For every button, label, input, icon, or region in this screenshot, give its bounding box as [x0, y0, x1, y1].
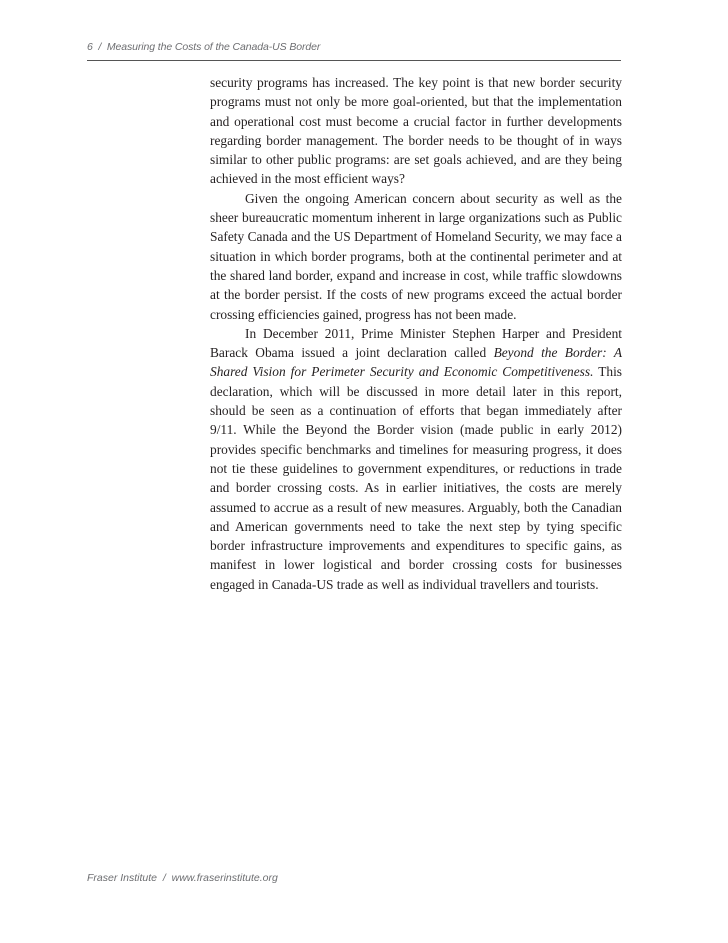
- paragraph: [210, 324, 622, 594]
- paragraph-text: This declaration, which will be discussed in more detail later in this report, should be seen as a continuation of efforts that began immediately after 9/11. While the Beyond the Border vision (made public in early 2012) provides specific benchmarks and timelines for measuring progress, it does not tie these guidelines to government expenditures, or reductions in trade and border crossing costs. As in earlier initiatives, the costs are merely assumed to accrue as a result of new measures. Arguably, both the Canadian and American governments need to take the next step by tying specific border infrastructure improvements and expenditures to specific gains, as manifest in lower logistical and border crossing costs for businesses engaged in Canada-US trade as well as individual travellers and tourists.: [210, 364, 622, 592]
- paragraph: Given the ongoing American concern about security as well as the sheer bureaucratic momentum inherent in large organizations such as Public Safety Canada and the US Department of Homeland Security, we may face a situation in which border programs, both at the continental perimeter and at the shared land border, expand and increase in cost, while traffic slowdowns at the border persist. If the costs of new programs exceed the actual border crossing efficiencies gained, progress has not been made.: [210, 190, 622, 322]
- header-separator: /: [98, 41, 102, 53]
- header-rule: [87, 60, 621, 61]
- paragraph: security programs has increased. The key point is that new border security programs must not only be more goal-oriented, but that the implementation and operational cost must become a crucial factor in further developments regarding border management. The border needs to be thought of in ways similar to other public programs: are set goals achieved, and are they being achieved in the most efficient ways?: [210, 75, 622, 187]
- page-number: 6: [87, 41, 93, 53]
- publication-title: Measuring the Costs of the Canada-US Border: [106, 41, 321, 53]
- body-text: [210, 73, 622, 594]
- page-footer: [87, 872, 278, 884]
- document-title: Beyond the Border: A Shared Vision for Perimeter Security and Economic Competitiveness.: [210, 345, 623, 380]
- website-link[interactable]: www.fraserinstitute.org: [171, 872, 278, 884]
- footer-separator: /: [162, 872, 166, 884]
- running-header: [87, 41, 621, 53]
- paragraph-text: In December 2011, Prime Minister Stephen Harper and President Barack Obama issued a joint declaration called: [210, 325, 622, 361]
- publisher-name: Fraser Institute: [87, 872, 158, 884]
